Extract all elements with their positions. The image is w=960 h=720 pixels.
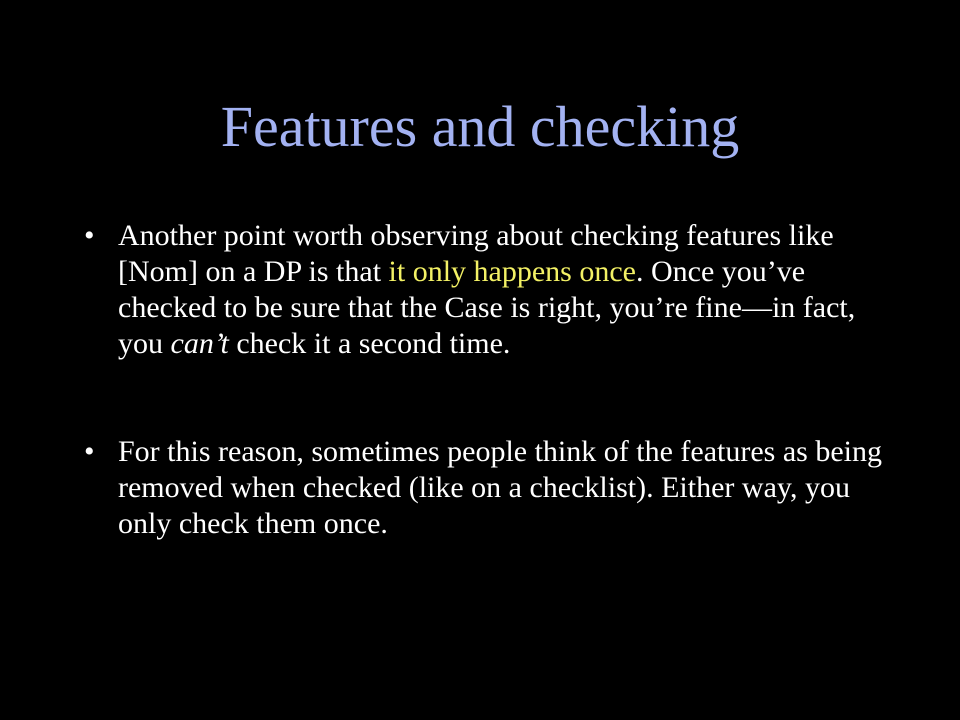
bullet-icon: • (84, 435, 95, 468)
slide-title: Features and checking (220, 94, 740, 159)
bullet-icon: • (84, 219, 95, 252)
bullet-text-segment: For this reason, sometimes people think of the features as being removed when checked (like on a checklist). Either way, you only check them once. (118, 435, 882, 540)
bullet-text (118, 219, 855, 360)
bullet-text (118, 435, 882, 540)
bullet-item (84, 434, 884, 542)
bullet-list (84, 218, 884, 542)
bullet-text-segment: check it a second time. (228, 327, 511, 360)
bullet-text-segment: Another point worth observing about checking features like [Nom] on a DP is that (118, 219, 834, 288)
bullet-item (84, 218, 884, 362)
italic-text: can’t (170, 327, 229, 360)
highlighted-text: it only happens once (388, 255, 636, 288)
bullet-text-segment: . Once you’ve checked to be sure that the Case is right, you’re fine—in fact, you (118, 255, 856, 360)
